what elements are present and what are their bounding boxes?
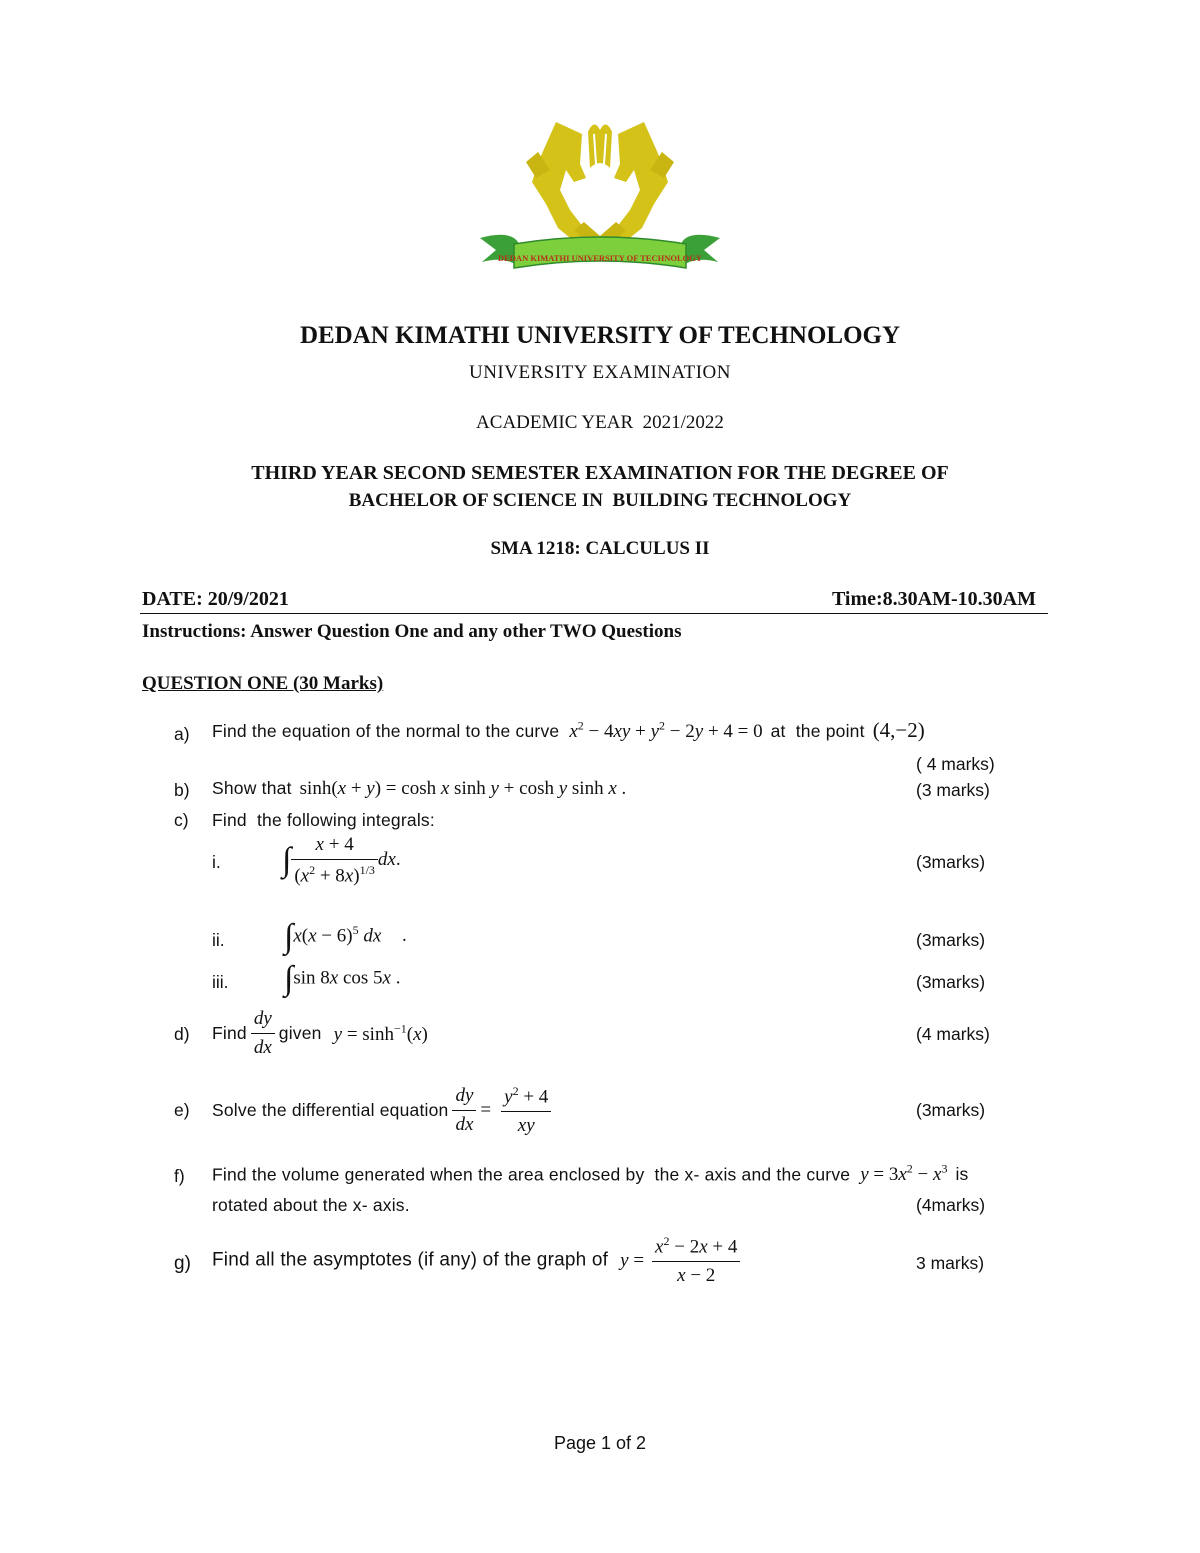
q1b-label: b) <box>174 780 190 800</box>
q1g-marks: 3 marks) <box>916 1253 985 1273</box>
q1e-text: Solve the differential equation <box>212 1100 449 1121</box>
university-logo <box>470 118 730 290</box>
exam-title-line-2: BACHELOR OF SCIENCE IN BUILDING TECHNOLOGY <box>348 490 852 511</box>
q1d-marks: (4 marks) <box>916 1024 990 1044</box>
q1c-iii-label: iii. <box>212 972 229 992</box>
q1e-rhs: $\frac{y^2 + 4}{xy}$ <box>501 1084 551 1137</box>
university-name: DEDAN KIMATHI UNIVERSITY OF TECHNOLOGY <box>299 322 901 349</box>
q1b-identity: sinh(x + y) = cosh x sinh y + cosh y sinh x . <box>299 778 627 799</box>
q1g-content: Find all the asymptotes (if any) of the graph of y = $\frac{x^2 - 2x + 4}{x - 2}$ <box>212 1234 740 1287</box>
q1e-label: e) <box>174 1100 190 1120</box>
q1a-content <box>212 718 925 743</box>
page-number: Page 1 of 2 <box>553 1433 647 1453</box>
q1a-point: (4,−2) <box>872 718 925 742</box>
instructions: Instructions: Answer Question One and any other TWO Questions <box>142 621 682 642</box>
q1f-is-text: is <box>955 1164 969 1185</box>
q1d-label: d) <box>174 1024 190 1044</box>
question-one-title: QUESTION ONE (30 Marks) <box>142 673 384 694</box>
q1e-content: Solve the differential equation $\frac{dy}{dx}$ = $\frac{y^2 + 4}{xy}$ <box>212 1084 551 1137</box>
q1c-text: Find the following integrals: <box>212 810 435 830</box>
exam-title-line-1: THIRD YEAR SECOND SEMESTER EXAMINATION FOR THE DEGREE OF <box>251 462 949 484</box>
academic-year: ACADEMIC YEAR 2021/2022 <box>476 412 724 433</box>
q1c-ii-integral: $\int x(x - 6)^5$ dx . <box>284 918 407 955</box>
q1c-iii-marks: (3marks) <box>916 972 986 992</box>
q1c-i-marks: (3marks) <box>916 852 986 872</box>
q1b-content <box>212 778 626 800</box>
q1d-given-text: given <box>278 1023 322 1043</box>
q1g-function: $\frac{x^2 - 2x + 4}{x - 2}$ <box>652 1234 740 1287</box>
q1f-curve: $y = 3x^2 - x^3$ <box>860 1162 948 1186</box>
q1e-marks: (3marks) <box>916 1100 986 1120</box>
exam-time: Time:8.30AM-10.30AM <box>831 588 1036 610</box>
q1d-text: Find <box>212 1023 247 1043</box>
q1g-text: Find all the asymptotes (if any) of the graph of <box>212 1249 609 1271</box>
exam-date: DATE: 20/9/2021 <box>142 588 289 610</box>
q1a-curve-equation: $x^2 - 4xy + y^2 - 2y + 4 = 0$ <box>569 718 763 742</box>
q1c-i-integral: ∫ $\frac{x + 4}{(x^2 + 8x)^{1/3}}$ dx. <box>282 834 401 887</box>
q1d-content <box>212 1008 428 1059</box>
q1c-label: c) <box>174 810 189 830</box>
logo-ribbon-text: DEDAN KIMATHI UNIVERSITY OF TECHNOLOGY <box>497 253 703 263</box>
q1c-ii-marks: (3marks) <box>916 930 986 950</box>
q1c-iii-integral: ∫sin 8x cos 5x . <box>284 960 401 997</box>
logo-emblem-icon <box>470 118 730 290</box>
q1g-label: g) <box>174 1253 191 1274</box>
q1a-marks: ( 4 marks) <box>916 754 995 774</box>
header-divider <box>140 613 1048 614</box>
exam-type: UNIVERSITY EXAMINATION <box>468 362 732 383</box>
q1d-function: $y = \sinh^{-1}(x)$ <box>333 1021 428 1045</box>
q1f-content <box>212 1162 969 1186</box>
q1f-text-2: rotated about the x- axis. <box>212 1195 410 1215</box>
q1a-text: Find the equation of the normal to the curve <box>212 721 560 741</box>
q1f-label: f) <box>174 1166 185 1186</box>
q1c-i-label: i. <box>212 852 221 872</box>
q1f-text-1: Find the volume generated when the area enclosed by the x- axis and the curve <box>212 1164 851 1185</box>
course-code-title: SMA 1218: CALCULUS II <box>490 538 710 559</box>
q1f-marks: (4marks) <box>916 1195 986 1215</box>
q1b-text: Show that <box>212 778 292 798</box>
q1a-at-text: at the point <box>770 721 865 741</box>
q1c-ii-label: ii. <box>212 930 225 950</box>
q1e-lhs: $\frac{dy}{dx}$ <box>452 1085 476 1136</box>
q1a-label: a) <box>174 724 190 744</box>
q1b-marks: (3 marks) <box>916 780 990 800</box>
q1d-derivative: $\frac{dy}{dx}$ <box>251 1008 275 1059</box>
